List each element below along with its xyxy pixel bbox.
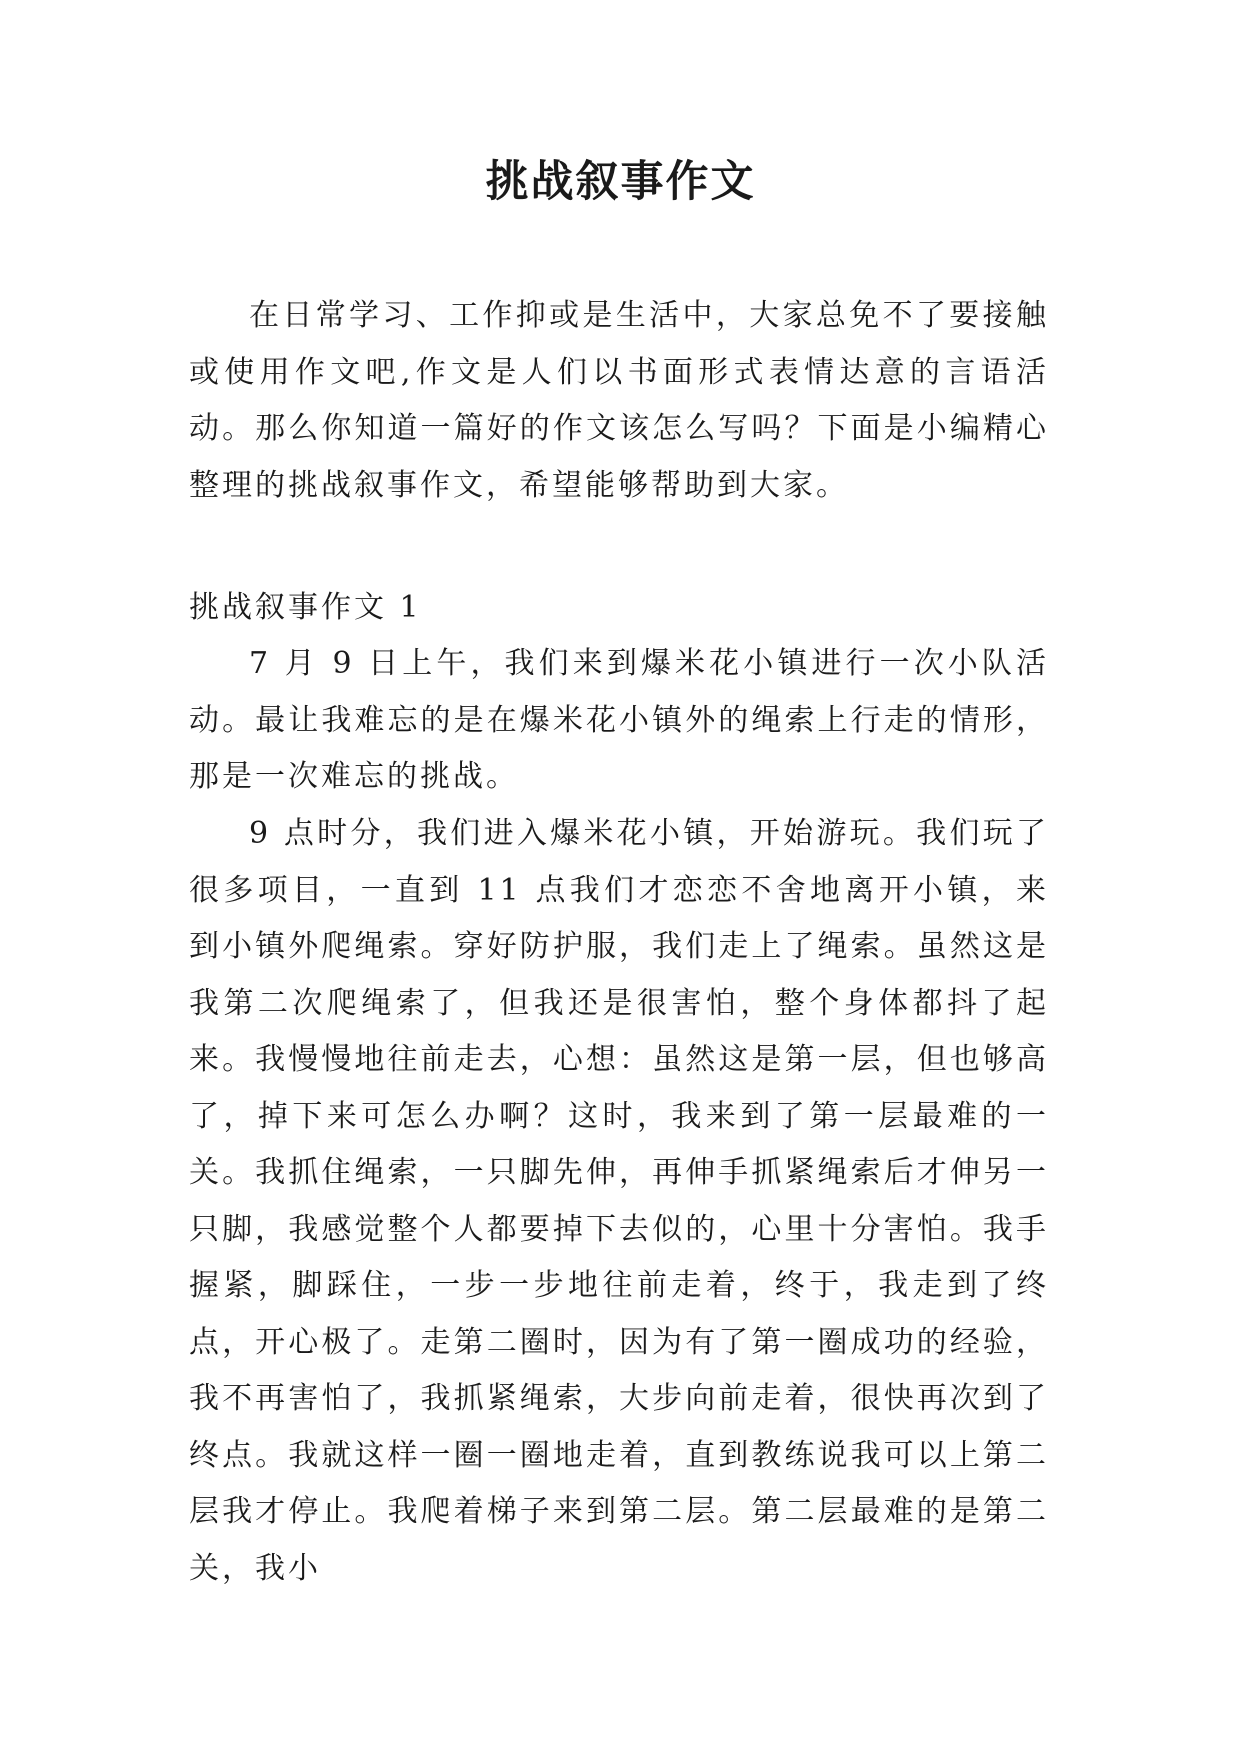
body-paragraph: 7 月 9 日上午，我们来到爆米花小镇进行一次小队活动。最让我难忘的是在爆米花小镇外的绳索上行走的情形，那是一次难忘的挑战。: [189, 646, 1049, 794]
document-title: 挑战叙事作文: [485, 157, 756, 207]
intro-paragraph: 在日常学习、工作抑或是生活中，大家总免不了要接触或使用作文吧,作文是人们以书面形式表情达意的言语活动。那么你知道一篇好的作文该怎么写吗？下面是小编精心整理的挑战叙事作文，希望能够帮助到大家。: [189, 298, 1049, 503]
body-paragraph: 9 点时分，我们进入爆米花小镇，开始游玩。我们玩了很多项目，一直到 11 点我们才恋恋不舍地离开小镇，来到小镇外爬绳索。穿好防护服，我们走上了绳索。虽然这是我第二次爬绳索了，但我还是很害怕，整个身体都抖了起来。我慢慢地往前走去，心想：虽然这是第一层，但也够高了，掉下来可怎么办啊？这时，我来到了第一层最难的一关。我抓住绳索，一只脚先伸，再伸手抓紧绳索后才伸另一只脚，我感觉整个人都要掉下去似的，心里十分害怕。我手握紧，脚踩住，一步一步地往前走着，终于，我走到了终点，开心极了。走第二圈时，因为有了第一圈成功的经验，我不再害怕了，我抓紧绳索，大步向前走着，很快再次到了终点。我就这样一圈一圈地走着，直到教练说我可以上第二层我才停止。我爬着梯子来到第二层。第二层最难的是第二关，我小: [189, 816, 1049, 1586]
section-heading: 挑战叙事作文 1: [189, 590, 422, 625]
